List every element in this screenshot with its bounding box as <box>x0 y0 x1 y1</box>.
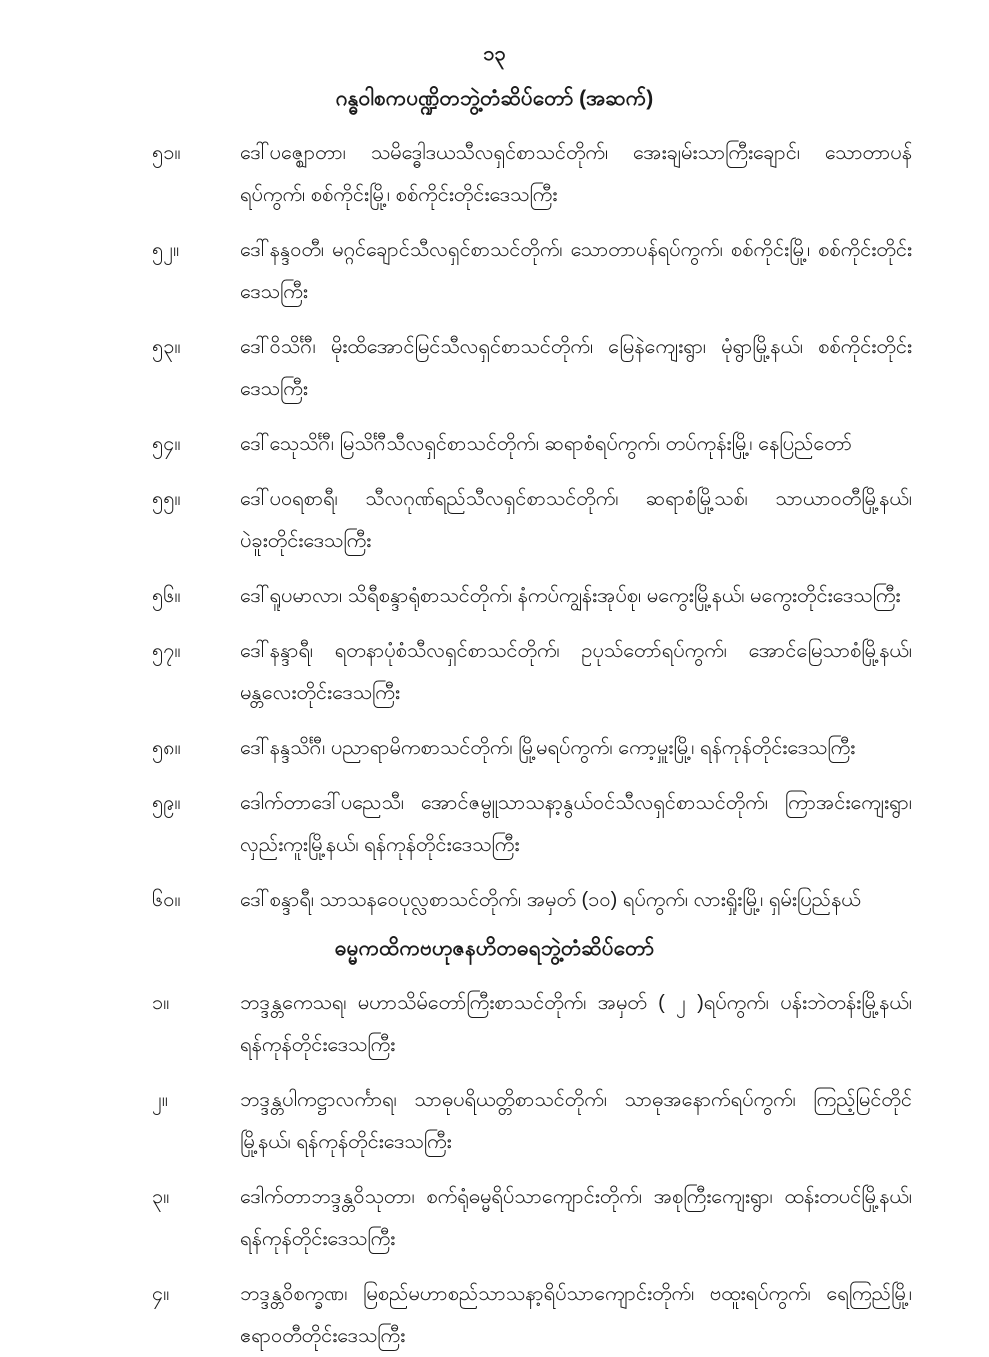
list-item <box>152 879 912 921</box>
item-text: ဒေါ်နန္ဒာရီ၊ ရတနာပုံစံသီလရှင်စာသင်တိုက်၊ ဥပုသ်တော်ရပ်ကွက်၊ အောင်မြေသာစံမြို့နယ်၊ မန္တလေးတိုင်းဒေသကြီး <box>240 640 912 704</box>
item-number: ၅၈။ <box>152 737 181 759</box>
item-text: ဒေါ်သေုသိင်္ဂီ၊ မြသိင်္ဂီသီလရှင်စာသင်တိုက်၊ ဆရာစံရပ်ကွက်၊ တပ်ကုန်းမြို့၊ နေပြည်တော် <box>240 433 852 455</box>
item-text: ဒေါ်ရူပမာလာ၊ သိရီစန္ဒာရုံစာသင်တိုက်၊ နံကပ်ကျွန်းအုပ်စု၊ မကွေးမြို့နယ်၊ မကွေးတိုင်းဒေသကြီး <box>240 585 901 607</box>
item-number: ၅၅။ <box>152 488 181 510</box>
list-item <box>152 423 912 465</box>
item-number: ၅၄။ <box>152 433 181 455</box>
item-number: ၂။ <box>152 1089 168 1111</box>
award-list-gandhavacaka <box>0 132 989 921</box>
item-number: ၆၀။ <box>152 889 181 911</box>
list-item <box>152 575 912 617</box>
section-heading-dhammakathika: ဓမ္မကထိကဗဟုဇနဟိတဓရဘွဲ့တံဆိပ်တော် <box>334 937 655 960</box>
item-text: ဘဒ္ဒန္တကေသရ၊ မဟာသိမ်တော်ကြီးစာသင်တိုက်၊ အမှတ် ( ၂ )ရပ်ကွက်၊ ပန်းဘဲတန်းမြို့နယ်၊ ရန်ကုန်တိုင်းဒေသကြီး <box>240 992 912 1056</box>
list-item <box>152 478 912 562</box>
item-text: ဒေါ်နန္ဒသိင်္ဂီ၊ ပညာရာမိကစာသင်တိုက်၊ မြို့မရပ်ကွက်၊ ကော့မှူးမြို့၊ ရန်ကုန်တိုင်းဒေသကြီး <box>240 737 856 759</box>
item-text: ဒေါ်နန္ဒဝတီ၊ မဂ္ဂင်ချောင်သီလရှင်စာသင်တိုက်၊ သောတာပန်ရပ်ကွက်၊ စစ်ကိုင်းမြို့၊ စစ်ကိုင်းတိုင်းဒေသကြီး <box>240 239 912 303</box>
item-number: ၅၉။ <box>152 792 181 814</box>
item-text: ဘဒ္ဒန္တဝိစက္ခဏ၊ မြစည်မဟာစည်သာသနာ့ရိပ်သာကျောင်းတိုက်၊ ဗထူးရပ်ကွက်၊ ရေကြည်မြို့၊ ဧရာဝတီတိုင်းဒေသကြီး <box>240 1283 912 1347</box>
section-gandhavacaka <box>0 84 989 921</box>
item-text: ဒေါက်တာဘဒ္ဒန္တဝိသုတာ၊ စက်ရုံဓမ္မရိပ်သာကျောင်းတိုက်၊ အစုကြီးကျေးရွာ၊ ထန်းတပင်မြို့နယ်၊ ရန်ကုန်တိုင်းဒေသကြီး <box>240 1186 912 1250</box>
item-text: ဒေါ်ပဇ္ဈောတာ၊ သမိဒ္ဓေါဒယသီလရှင်စာသင်တိုက်၊ အေးချမ်းသာကြီးချောင်၊ သောတာပန်ရပ်ကွက်၊ စစ်ကိုင်းမြို့၊ စစ်ကိုင်းတိုင်းဒေသကြီး <box>240 142 912 206</box>
list-item <box>152 630 912 714</box>
list-item <box>152 727 912 769</box>
list-item <box>152 132 912 216</box>
list-item <box>152 1176 912 1260</box>
page-number: ၁၃ <box>483 43 506 65</box>
item-number: ၁။ <box>152 992 170 1014</box>
list-item <box>152 982 912 1066</box>
item-text: ဒေါ်ပဝရစာရီ၊ သီလဂုဏ်ရည်သီလရှင်စာသင်တိုက်၊ ဆရာစံမြို့သစ်၊ သာယာဝတီမြို့နယ်၊ ပဲခူးတိုင်းဒေသကြီး <box>240 488 912 552</box>
item-number: ၅၂။ <box>152 239 180 261</box>
list-item <box>152 1273 912 1357</box>
item-text: ဒေါ်စန္ဒာရီ၊ သာသနဝေပုလ္လစာသင်တိုက်၊ အမှတ် (၁၀) ရပ်ကွက်၊ လားရှိုးမြို့၊ ရှမ်းပြည်နယ် <box>240 889 861 911</box>
item-number: ၅၆။ <box>152 585 181 607</box>
item-text: ဒေါ်ဝိသိင်္ဂီ၊ မိုးထိအောင်မြင်သီလရှင်စာသင်တိုက်၊ မြေနဲကျေးရွာ၊ မုံရွာမြို့နယ်၊ စစ်ကိုင်းတိုင်းဒေသကြီး <box>240 336 912 400</box>
section-heading-gandhavacaka: ဂန္ဓဝါစကပဏ္ဍိတဘွဲ့တံဆိပ်တော် (အဆက်) <box>335 87 654 110</box>
award-list-dhammakathika <box>0 982 989 1357</box>
item-number: ၃။ <box>152 1186 170 1208</box>
list-item <box>152 229 912 313</box>
item-text: ဒေါက်တာဒေါ်ပညေသီ၊ အောင်ဇမ္ဗူသာသနာ့နွယ်ဝင်သီလရှင်စာသင်တိုက်၊ ကြာအင်းကျေးရွာ၊ လှည်းကူးမြို့နယ်၊ ရန်ကုန်တိုင်းဒေသကြီး <box>240 792 912 856</box>
item-number: ၄။ <box>152 1283 170 1305</box>
section-dhammakathika <box>0 934 989 1357</box>
list-item <box>152 782 912 866</box>
list-item <box>152 326 912 410</box>
item-number: ၅၇။ <box>152 640 181 662</box>
item-number: ၅၃။ <box>152 336 181 358</box>
list-item <box>152 1079 912 1163</box>
item-number: ၅၁။ <box>152 142 181 164</box>
item-text: ဘဒ္ဒန္တပါကဋ္ဌာလင်္ကာရ၊ သာဓုပရိယတ္တိစာသင်တိုက်၊ သာဓုအနောက်ရပ်ကွက်၊ ကြည့်မြင်တိုင်မြို့နယ်၊ ရန်ကုန်တိုင်းဒေသကြီး <box>240 1089 912 1153</box>
